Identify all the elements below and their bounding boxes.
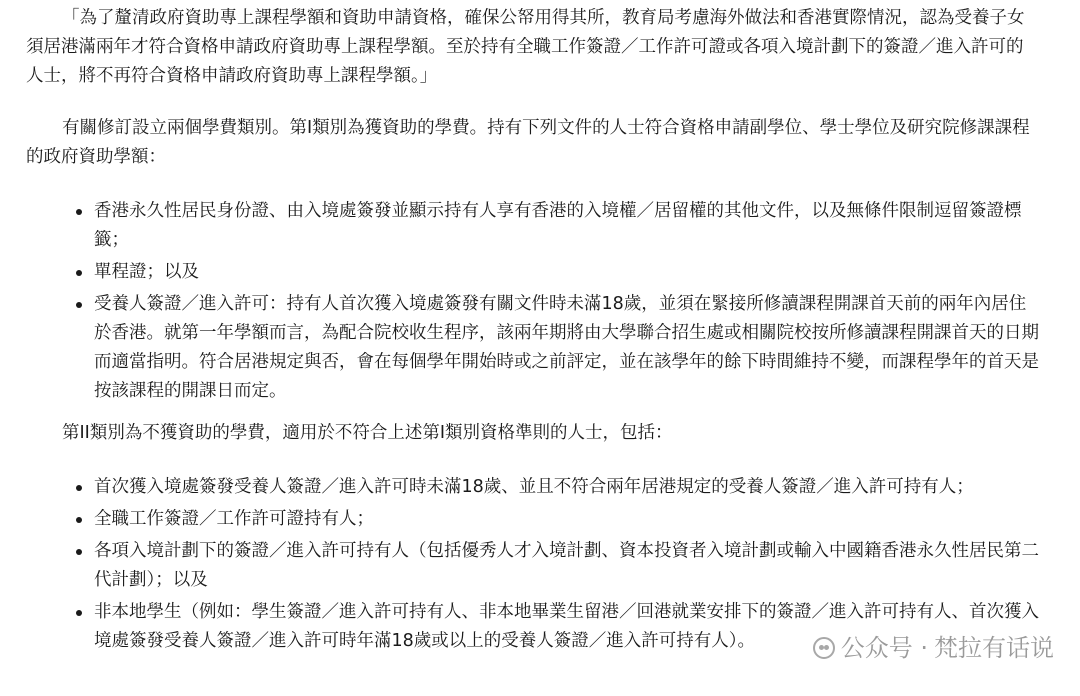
bullet-icon xyxy=(76,485,82,491)
list-item xyxy=(70,473,1040,502)
quote-paragraph: 「為了釐清政府資助專上課程學額和資助申請資格，確保公帑用得其所，教育局考慮海外做法和香港實際情況，認為受養子女須居港滿兩年才符合資格申請政府資助專上課程學額。至於持有全職工作簽證／工作許可證或各項入境計劃下的簽證／進入許可的人士，將不再符合資格申請政府資助專上課程學額。」 xyxy=(26,8,1025,86)
list-item-text: 非本地學生（例如：學生簽證／進入許可持有人、非本地畢業生留港／回港就業安排下的簽證／進入許可持有人、首次獲入境處簽發受養人簽證／進入許可時年滿18歲或以上的受養人簽證／進入許可持有人）。 xyxy=(94,602,1039,651)
bullet-icon xyxy=(76,302,82,308)
list-item-text: 首次獲入境處簽發受養人簽證／進入許可時未滿18歲、並且不符合兩年居港規定的受養人簽證／進入許可持有人； xyxy=(94,477,974,497)
category-ii-paragraph: 第II類別為不獲資助的學費，適用於不符合上述第I類別資格準則的人士，包括： xyxy=(62,423,673,443)
wechat-icon xyxy=(813,637,835,659)
list-item xyxy=(70,537,1040,595)
list-item-text: 受養人簽證／進入許可：持有人首次獲入境處簽發有關文件時未滿18歲，並須在緊接所修讀課程開課首天前的兩年內居住於香港。就第一年學額而言，為配合院校收生程序，該兩年期將由大學聯合招生處或相關院校按所修讀課程開課首天的日期而適當指明。符合居港規定與否，會在每個學年開始時或之前評定，並在該學年的餘下時間維持不變，而課程學年的首天是按該課程的開課日而定。 xyxy=(94,294,1039,401)
bullet-icon xyxy=(76,549,82,555)
bullet-icon xyxy=(76,270,82,276)
list-item xyxy=(70,258,1040,287)
account-watermark xyxy=(813,633,1054,663)
bullet-icon xyxy=(76,209,82,215)
category-ii-list xyxy=(70,473,1040,659)
watermark-name: 梵拉有话说 xyxy=(934,634,1054,662)
bullet-icon xyxy=(76,517,82,523)
list-item xyxy=(70,290,1040,406)
list-item xyxy=(70,505,1040,534)
list-item-text: 香港永久性居民身份證、由入境處簽發並顯示持有人享有香港的入境權／居留權的其他文件，以及無條件限制逗留簽證標籤； xyxy=(94,201,1022,250)
list-item-text: 各項入境計劃下的簽證／進入許可持有人（包括優秀人才入境計劃、資本投資者入境計劃或輸入中國籍香港永久性居民第二代計劃）；以及 xyxy=(94,541,1039,590)
bullet-icon xyxy=(76,610,82,616)
list-item-text: 全職工作簽證／工作許可證持有人； xyxy=(94,509,374,529)
list-item-text: 單程證；以及 xyxy=(94,262,199,282)
category-i-paragraph: 有關修訂設立兩個學費類別。第I類別為獲資助的學費。持有下列文件的人士符合資格申請副學位、學士學位及研究院修課課程的政府資助學額： xyxy=(26,118,1030,167)
category-i-list xyxy=(70,197,1040,409)
watermark-prefix: 公众号 · xyxy=(840,634,928,662)
list-item xyxy=(70,197,1040,255)
